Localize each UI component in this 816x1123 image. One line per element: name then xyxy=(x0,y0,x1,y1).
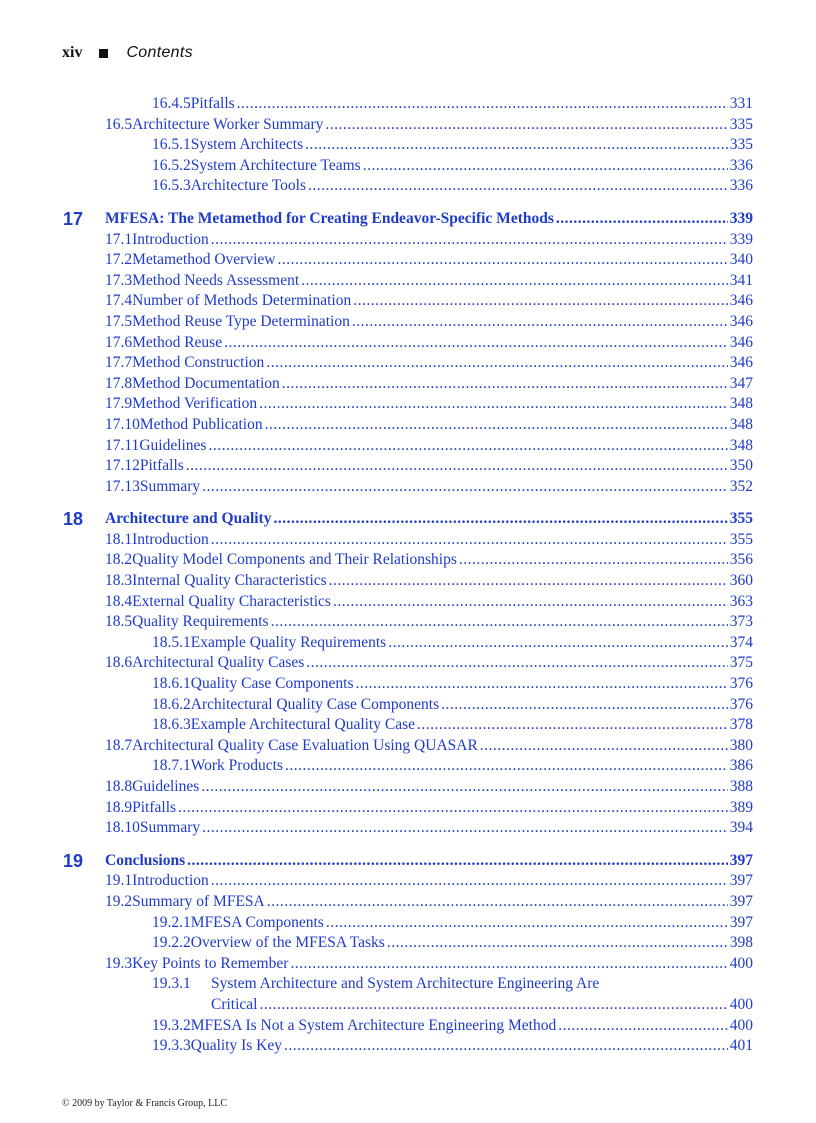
page-number[interactable]: 341 xyxy=(729,271,753,289)
section-title[interactable]: Critical xyxy=(211,995,258,1013)
dot-leader xyxy=(265,415,728,435)
section-number: 18.6.2 xyxy=(152,695,191,713)
dot-leader xyxy=(290,954,727,974)
page-number[interactable]: 398 xyxy=(729,934,753,952)
section-number: 17.4 xyxy=(105,292,133,310)
section-title[interactable]: Method Publication xyxy=(139,415,263,433)
dot-leader xyxy=(326,913,728,933)
toc-chapter-entry[interactable] xyxy=(0,851,816,872)
page-number-label: xiv xyxy=(62,44,83,61)
running-title: Contents xyxy=(126,44,193,61)
section-title[interactable]: Quality Model Components and Their Relationships xyxy=(132,551,457,569)
toc-entry[interactable] xyxy=(0,933,816,954)
dot-leader xyxy=(325,115,727,135)
section-number: 17.9 xyxy=(105,395,133,413)
section-number: 18.3 xyxy=(105,572,133,590)
dot-leader xyxy=(187,851,728,871)
section-title[interactable]: Method Reuse xyxy=(132,333,223,351)
dot-leader xyxy=(282,374,728,394)
toc-row xyxy=(105,230,753,250)
section-number: 19.2 xyxy=(105,892,133,910)
toc-row xyxy=(105,509,753,529)
page-number[interactable]: 360 xyxy=(729,572,753,590)
toc-entry[interactable] xyxy=(0,530,816,551)
section-number: 16.4.5 xyxy=(152,95,191,112)
toc-row xyxy=(152,1036,753,1056)
toc-entry[interactable] xyxy=(0,871,816,892)
dot-leader xyxy=(237,94,728,114)
dot-leader xyxy=(186,456,728,476)
dot-leader xyxy=(301,271,728,291)
toc-row xyxy=(152,913,753,933)
toc-row xyxy=(105,612,753,632)
toc-row xyxy=(105,954,753,974)
section-number: 18.9 xyxy=(105,798,133,816)
section-title[interactable]: Summary of MFESA xyxy=(132,892,265,910)
section-title[interactable]: Quality Is Key xyxy=(190,1037,283,1055)
toc-row xyxy=(105,271,753,291)
toc-entry[interactable] xyxy=(0,1036,816,1057)
dot-leader xyxy=(277,250,727,270)
section-number: 18.6.3 xyxy=(152,716,191,734)
dot-leader xyxy=(208,436,727,456)
page-number[interactable]: 394 xyxy=(729,819,753,837)
toc-row xyxy=(105,353,753,373)
section-number: 18.10 xyxy=(105,819,140,837)
section-title[interactable]: MFESA Components xyxy=(190,913,324,931)
toc-entry[interactable] xyxy=(0,477,816,498)
page-number[interactable]: 335 xyxy=(729,115,753,133)
toc-row xyxy=(105,436,753,456)
section-title[interactable]: Architecture and Quality xyxy=(105,510,272,528)
page-number[interactable]: 375 xyxy=(729,654,753,672)
section-title[interactable]: Pitfalls xyxy=(132,798,177,816)
toc-row xyxy=(105,291,753,311)
page-number[interactable]: 340 xyxy=(729,251,753,269)
page-number[interactable]: 347 xyxy=(729,374,753,392)
toc-row xyxy=(211,995,753,1015)
page-number[interactable]: 397 xyxy=(729,892,753,910)
dot-leader xyxy=(178,798,728,818)
page-number[interactable]: 346 xyxy=(729,312,753,330)
section-title[interactable]: Key Points to Remember xyxy=(132,954,289,972)
toc-row xyxy=(105,592,753,612)
section-number: 18.5 xyxy=(105,613,133,631)
page-number[interactable]: 363 xyxy=(729,592,753,610)
section-number: 16.5.3 xyxy=(152,177,191,195)
page-number[interactable]: 374 xyxy=(729,633,753,651)
toc-entry[interactable] xyxy=(0,353,816,374)
toc-entry[interactable] xyxy=(0,798,816,819)
page-number[interactable]: 373 xyxy=(729,613,753,631)
toc-row xyxy=(105,550,753,570)
toc-row xyxy=(105,571,753,591)
section-number: 19.3 xyxy=(105,954,133,972)
section-number: 19.3.3 xyxy=(152,1037,191,1055)
page-number[interactable]: 355 xyxy=(729,530,753,548)
toc-row xyxy=(152,176,753,196)
dot-leader xyxy=(211,871,728,891)
section-number: 17.5 xyxy=(105,312,133,330)
toc-row xyxy=(152,1016,753,1036)
section-title[interactable]: MFESA Is Not a System Architecture Engineering Method xyxy=(190,1016,557,1034)
toc-row xyxy=(105,851,753,871)
section-number: 17.12 xyxy=(105,457,140,475)
toc-row xyxy=(152,135,753,155)
dot-leader xyxy=(352,312,728,332)
section-title[interactable]: Method Reuse Type Determination xyxy=(132,312,350,330)
page-number[interactable]: 335 xyxy=(729,136,753,154)
page-number[interactable]: 397 xyxy=(729,872,753,890)
section-title[interactable]: Guidelines xyxy=(139,436,207,454)
toc-entry[interactable] xyxy=(0,312,816,333)
page-number[interactable]: 356 xyxy=(729,551,753,569)
page-number[interactable]: 355 xyxy=(729,510,753,528)
dot-leader xyxy=(556,209,728,229)
toc-entry[interactable] xyxy=(0,1016,816,1037)
toc-entry[interactable] xyxy=(0,550,816,571)
section-number: 18.8 xyxy=(105,778,133,795)
dot-leader xyxy=(363,156,728,176)
section-number: 17.13 xyxy=(105,477,140,495)
section-number: 17.10 xyxy=(105,415,140,433)
section-number: 17.3 xyxy=(105,271,133,289)
section-title[interactable]: Method Verification xyxy=(132,395,258,413)
section-title[interactable]: System Architecture Teams xyxy=(190,156,361,174)
toc-entry[interactable] xyxy=(0,592,816,613)
page-number[interactable]: 350 xyxy=(729,457,753,475)
section-number: 16.5.1 xyxy=(152,136,191,154)
page-number[interactable]: 339 xyxy=(729,209,753,227)
dot-leader xyxy=(305,135,728,155)
section-title[interactable]: Architectural Quality Cases xyxy=(132,654,305,672)
toc-entry[interactable] xyxy=(0,777,816,798)
dot-leader xyxy=(441,695,728,715)
dot-leader xyxy=(202,477,728,497)
section-number: 19.2.1 xyxy=(152,913,191,931)
section-number: 18.5.1 xyxy=(152,633,191,651)
page-number[interactable]: 397 xyxy=(729,851,753,869)
section-title[interactable]: Internal Quality Characteristics xyxy=(132,572,327,590)
toc-row xyxy=(105,871,753,891)
dot-leader xyxy=(273,509,727,529)
section-title[interactable]: Pitfalls xyxy=(190,95,235,112)
dot-leader xyxy=(558,1016,728,1036)
page-number[interactable]: 388 xyxy=(729,778,753,795)
toc-entry[interactable] xyxy=(0,156,816,177)
section-number: 18.7.1 xyxy=(152,757,191,775)
page-number[interactable]: 352 xyxy=(729,477,753,495)
dot-leader xyxy=(308,176,728,196)
dot-leader xyxy=(356,674,728,694)
toc-chapter-entry[interactable] xyxy=(0,509,816,530)
dot-leader xyxy=(353,291,728,311)
toc-entry[interactable] xyxy=(0,94,816,115)
section-number: 17.8 xyxy=(105,374,133,392)
toc-row xyxy=(105,312,753,332)
table-of-contents xyxy=(0,94,816,1057)
toc-entry[interactable] xyxy=(0,176,816,197)
section-number: 19.3.2 xyxy=(152,1016,191,1034)
section-title[interactable]: Example Architectural Quality Case xyxy=(190,716,415,734)
dot-leader xyxy=(211,230,728,250)
section-number: 19.1 xyxy=(105,872,133,890)
toc-row xyxy=(105,250,753,270)
section-title[interactable]: Method Documentation xyxy=(132,374,280,392)
section-title[interactable]: Architectural Quality Case Components xyxy=(190,695,440,713)
toc-row xyxy=(105,415,753,435)
page-number[interactable]: 401 xyxy=(729,1037,753,1055)
toc-row xyxy=(105,333,753,353)
toc-entry[interactable] xyxy=(0,974,816,995)
toc-entry[interactable] xyxy=(0,394,816,415)
toc-entry[interactable] xyxy=(0,250,816,271)
section-title[interactable]: Introduction xyxy=(132,530,209,548)
toc-entry[interactable] xyxy=(0,892,816,913)
section-title[interactable]: Metamethod Overview xyxy=(132,251,276,269)
dot-leader xyxy=(271,612,728,632)
toc-entry[interactable] xyxy=(0,436,816,457)
page-number[interactable]: 400 xyxy=(729,1016,753,1034)
toc-entry[interactable] xyxy=(0,271,816,292)
section-title[interactable]: Number of Methods Determination xyxy=(132,292,352,310)
toc-row xyxy=(152,156,753,176)
section-title[interactable]: System Architecture and System Architecture Engineering Are xyxy=(211,975,600,993)
toc-entry[interactable] xyxy=(0,456,816,477)
section-title[interactable]: Method Needs Assessment xyxy=(132,271,300,289)
section-title[interactable]: Example Quality Requirements xyxy=(190,633,387,651)
dot-leader xyxy=(480,736,728,756)
toc-row xyxy=(152,933,753,953)
toc-row xyxy=(105,736,753,756)
section-title[interactable]: Introduction xyxy=(132,872,209,890)
section-number: 17.6 xyxy=(105,333,133,351)
toc-row xyxy=(152,695,753,715)
page-number[interactable]: 346 xyxy=(729,333,753,351)
toc-entry[interactable] xyxy=(0,333,816,354)
section-title[interactable]: Quality Requirements xyxy=(132,613,269,631)
section-number: 17.1 xyxy=(105,230,133,248)
section-title[interactable]: Architecture Worker Summary xyxy=(132,115,324,133)
toc-entry[interactable] xyxy=(0,954,816,975)
section-title[interactable]: Introduction xyxy=(132,230,209,248)
toc-row xyxy=(152,715,753,735)
toc-row xyxy=(105,115,753,135)
toc-row xyxy=(105,477,753,497)
dot-leader xyxy=(201,777,727,797)
section-number: 19.2.2 xyxy=(152,934,191,952)
toc-row xyxy=(105,530,753,550)
page-number[interactable]: 339 xyxy=(729,230,753,248)
dot-leader xyxy=(417,715,728,735)
toc-row xyxy=(105,777,753,797)
dot-leader xyxy=(224,333,728,353)
toc-row xyxy=(105,394,753,414)
section-title[interactable]: Architectural Quality Case Evaluation Using QUASAR xyxy=(132,736,478,754)
page-number[interactable]: 400 xyxy=(729,954,753,972)
page-number[interactable]: 400 xyxy=(729,995,753,1013)
dot-leader xyxy=(202,818,728,838)
toc-entry[interactable] xyxy=(0,115,816,136)
toc-chapter-entry[interactable] xyxy=(0,209,816,230)
toc-row xyxy=(105,798,753,818)
section-title[interactable]: External Quality Characteristics xyxy=(132,592,331,610)
toc-entry[interactable] xyxy=(0,913,816,934)
toc-entry[interactable] xyxy=(0,415,816,436)
toc-entry[interactable] xyxy=(0,612,816,633)
toc-entry[interactable] xyxy=(0,715,816,736)
page-number[interactable]: 348 xyxy=(729,436,753,454)
toc-row xyxy=(152,974,753,994)
page-number[interactable]: 376 xyxy=(729,675,753,693)
copyright-footer: © 2009 by Taylor & Francis Group, LLC xyxy=(62,1098,228,1109)
page-number[interactable]: 397 xyxy=(729,913,753,931)
page-number[interactable]: 378 xyxy=(729,716,753,734)
toc-row xyxy=(105,653,753,673)
section-number: 18.2 xyxy=(105,551,133,569)
section-title[interactable]: Architecture Tools xyxy=(190,177,307,195)
toc-entry[interactable] xyxy=(0,756,816,777)
toc-entry[interactable] xyxy=(0,695,816,716)
section-title[interactable]: Conclusions xyxy=(105,851,186,869)
section-title[interactable]: Summary xyxy=(139,477,201,495)
page-number[interactable]: 346 xyxy=(729,292,753,310)
page-number[interactable]: 386 xyxy=(729,757,753,775)
toc-row xyxy=(105,456,753,476)
page-number[interactable]: 348 xyxy=(729,395,753,413)
section-number: 16.5.2 xyxy=(152,156,191,174)
toc-entry[interactable] xyxy=(0,291,816,312)
section-number: 17.11 xyxy=(105,436,140,454)
chapter-number: 18 xyxy=(63,509,84,530)
toc-row xyxy=(105,209,753,229)
dot-leader xyxy=(285,756,728,776)
chapter-number: 17 xyxy=(63,208,84,229)
page-number[interactable]: 346 xyxy=(729,354,753,372)
section-title[interactable]: Quality Case Components xyxy=(190,675,354,693)
dot-leader xyxy=(211,530,728,550)
section-title[interactable]: System Architects xyxy=(190,136,304,154)
toc-row xyxy=(152,94,753,114)
dot-leader xyxy=(267,892,728,912)
toc-entry[interactable] xyxy=(0,818,816,839)
toc-entry[interactable] xyxy=(0,736,816,757)
toc-row xyxy=(152,756,753,776)
dot-leader xyxy=(284,1036,728,1056)
toc-entry[interactable] xyxy=(0,653,816,674)
running-header xyxy=(62,42,193,64)
section-number: 18.6.1 xyxy=(152,675,191,693)
toc-entry[interactable] xyxy=(0,633,816,654)
dot-leader xyxy=(388,633,728,653)
toc-entry[interactable] xyxy=(0,230,816,251)
section-title[interactable]: Overview of the MFESA Tasks xyxy=(190,934,385,952)
dot-leader xyxy=(266,353,727,373)
dot-leader xyxy=(459,550,728,570)
toc-entry[interactable] xyxy=(0,571,816,592)
section-title[interactable]: Method Construction xyxy=(132,354,265,372)
square-bullet-icon xyxy=(99,49,108,58)
toc-entry[interactable] xyxy=(0,674,816,695)
section-title[interactable]: Guidelines xyxy=(132,778,200,795)
page-number[interactable]: 336 xyxy=(729,156,753,174)
toc-row xyxy=(152,633,753,653)
section-number: 18.4 xyxy=(105,592,133,610)
dot-leader xyxy=(329,571,728,591)
section-title[interactable]: Summary xyxy=(139,819,201,837)
chapter-number: 19 xyxy=(63,850,84,871)
section-number: 16.5 xyxy=(105,115,133,133)
dot-leader xyxy=(259,394,728,414)
dot-leader xyxy=(306,653,727,673)
toc-row xyxy=(152,674,753,694)
dot-leader xyxy=(333,592,728,612)
section-number: 18.7 xyxy=(105,736,133,754)
section-number: 17.7 xyxy=(105,354,133,372)
page-number[interactable]: 331 xyxy=(729,95,753,112)
page-number[interactable]: 348 xyxy=(729,415,753,433)
toc-row xyxy=(105,892,753,912)
section-number: 18.1 xyxy=(105,530,133,548)
toc-entry[interactable] xyxy=(0,995,816,1016)
section-title[interactable]: Work Products xyxy=(190,757,283,775)
toc-entry[interactable] xyxy=(0,135,816,156)
section-title[interactable]: Pitfalls xyxy=(139,457,184,475)
page-number[interactable]: 380 xyxy=(729,736,753,754)
section-number: 19.3.1 xyxy=(152,975,191,993)
page-number[interactable]: 389 xyxy=(729,798,753,816)
toc-entry[interactable] xyxy=(0,374,816,395)
section-number: 17.2 xyxy=(105,251,133,269)
section-number: 18.6 xyxy=(105,654,133,672)
page-number[interactable]: 336 xyxy=(729,177,753,195)
toc-row xyxy=(105,818,753,838)
dot-leader xyxy=(387,933,728,953)
dot-leader xyxy=(260,995,728,1015)
toc-row xyxy=(105,374,753,394)
section-title[interactable]: MFESA: The Metamethod for Creating Endeavor-Specific Methods xyxy=(105,209,554,227)
page-number[interactable]: 376 xyxy=(729,695,753,713)
